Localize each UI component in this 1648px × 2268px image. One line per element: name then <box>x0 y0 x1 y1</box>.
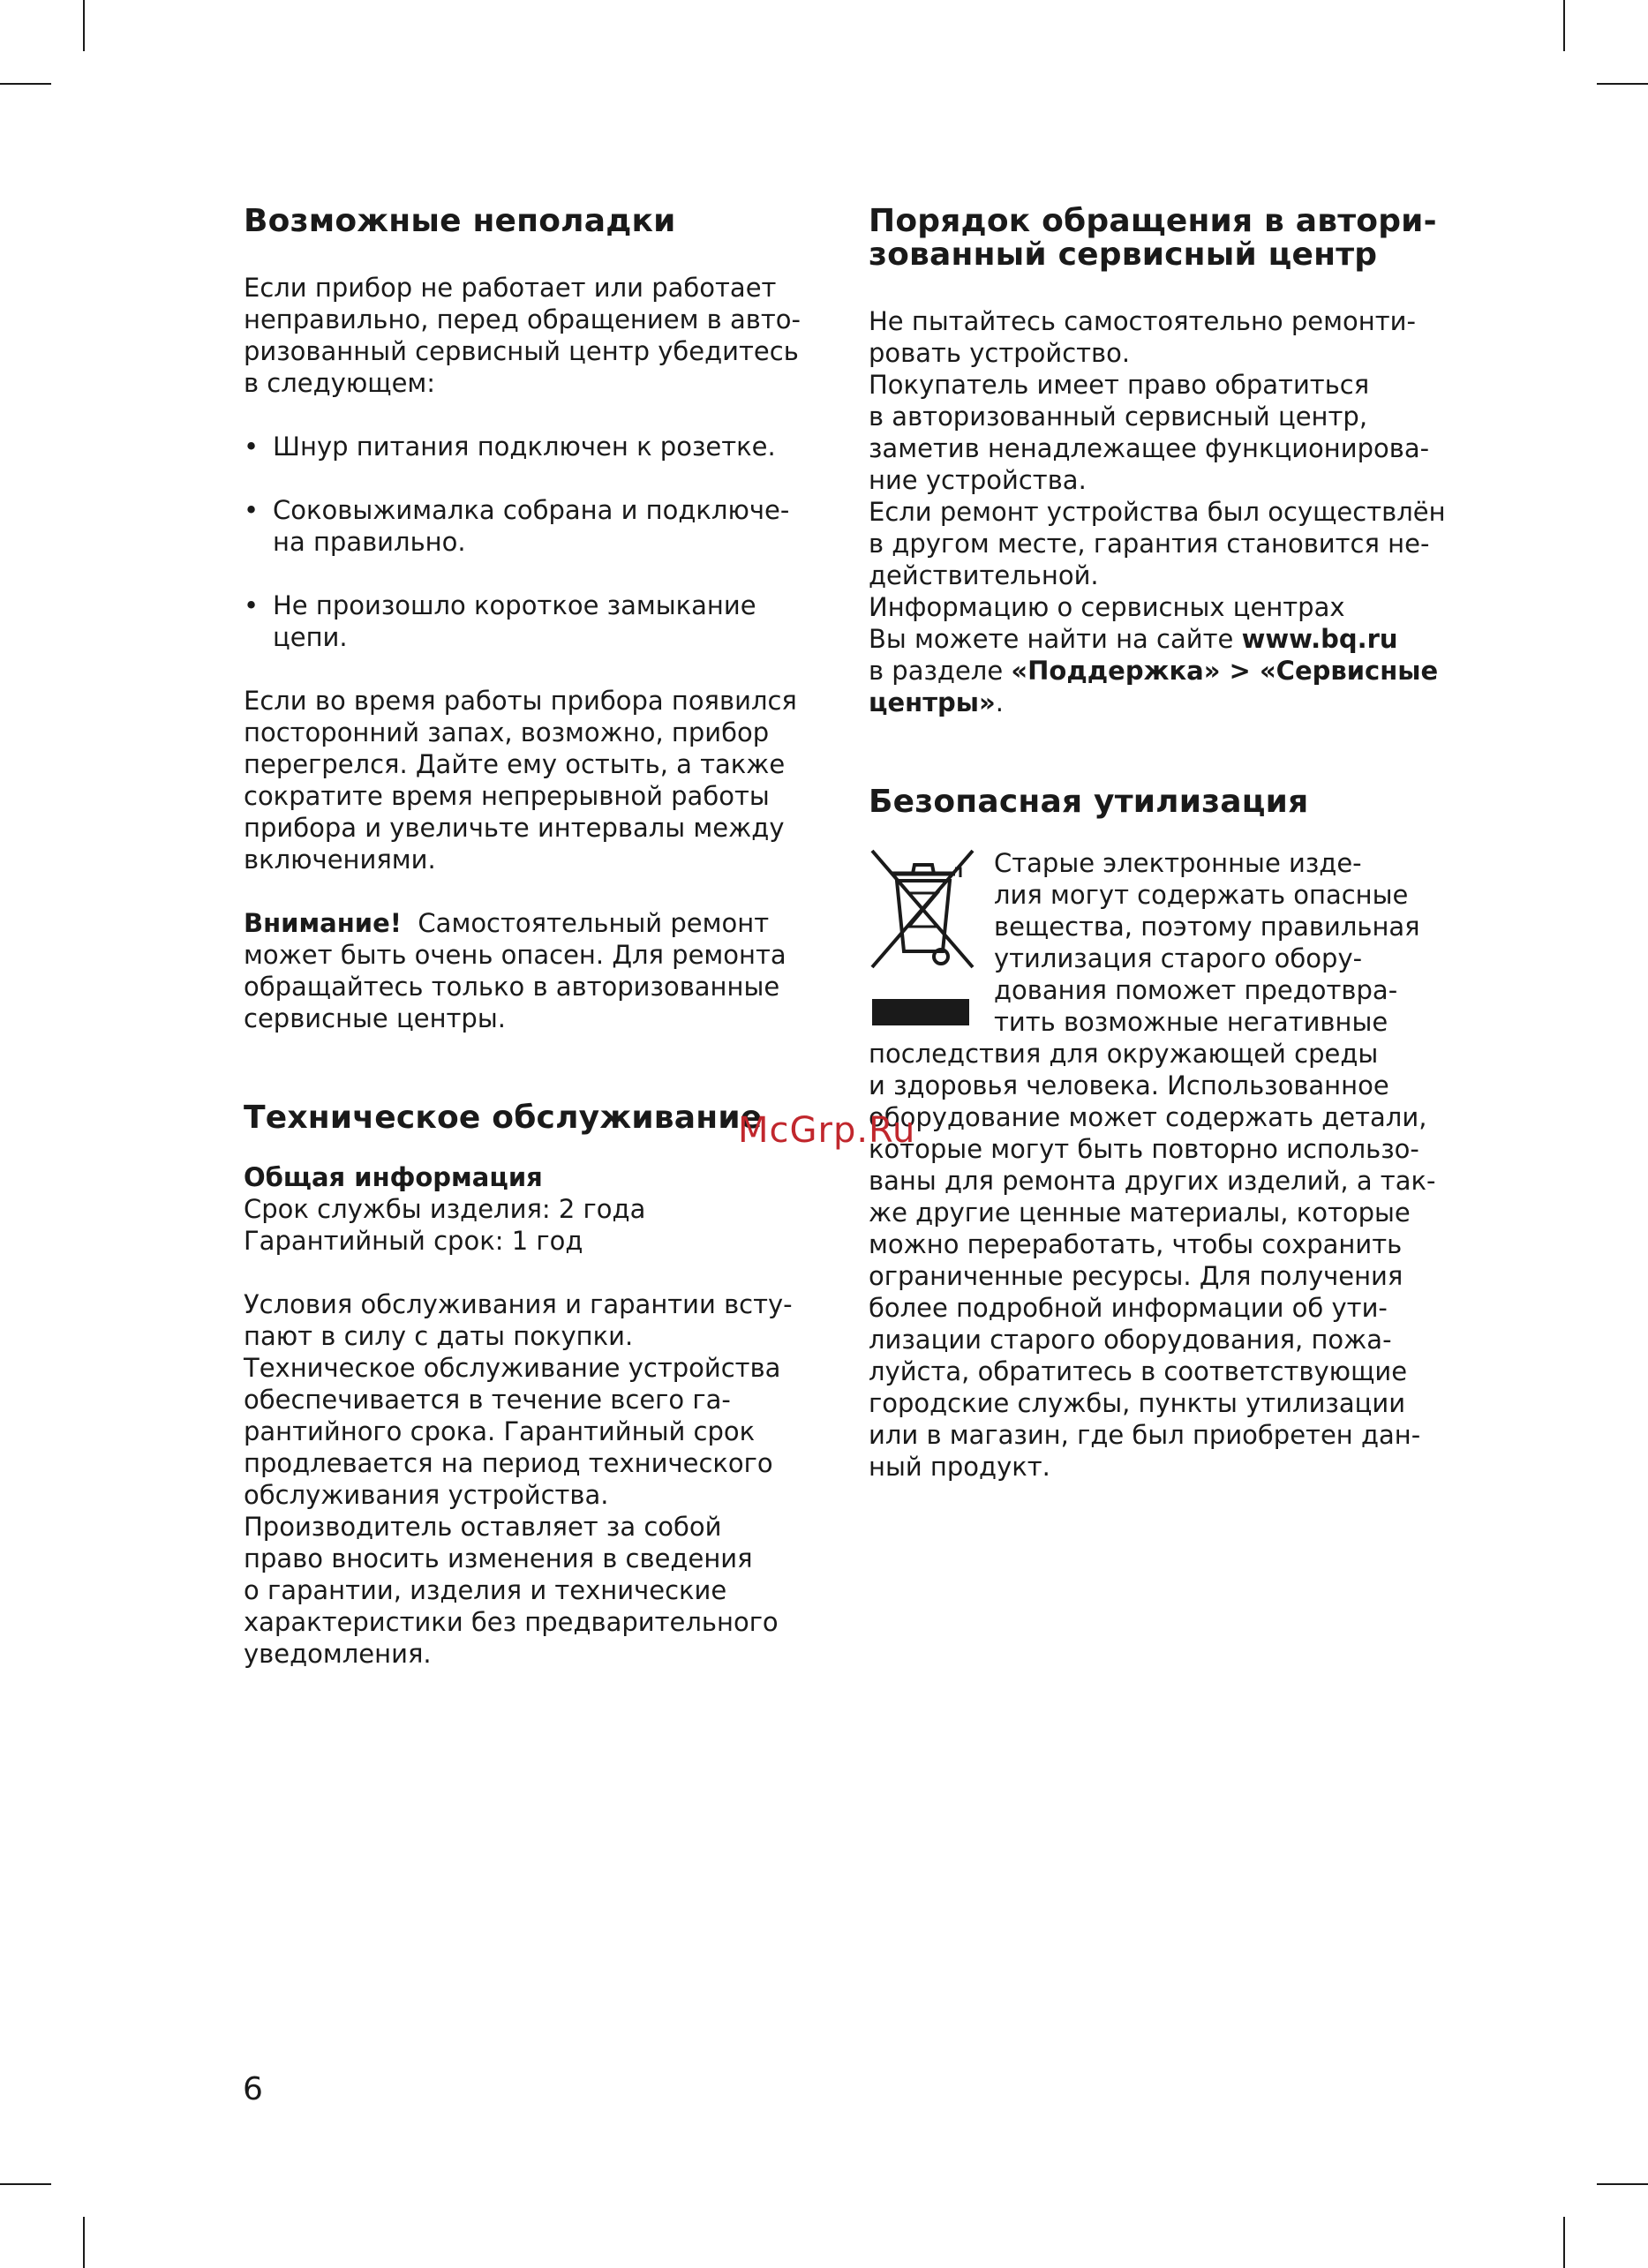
crop-mark <box>83 2217 85 2268</box>
crop-mark <box>1597 83 1648 85</box>
bullet-icon: • <box>244 590 260 620</box>
bullet-icon: • <box>244 432 260 462</box>
service-life: Срок службы изделия: 2 года <box>244 1194 646 1224</box>
crop-mark <box>1597 2183 1648 2185</box>
smell-paragraph: Если во время работы прибора появился посторонний запах, возможно, прибор перегрелся. Дайте ему остыть, а также сократите время непрерывной работы прибора и увеличьте интервалы между включениями. <box>244 686 797 875</box>
page-number: 6 <box>243 2071 263 2107</box>
service-paragraph: Не пытайтесь самостоятельно ремонти- ровать устройство. Покупатель имеет право обратиться в авторизованный сервисный центр, заметив ненадлежащее функционирова- ние устройства. Если ремонт устройства был осуществлён в другом месте, гарантия становится не- действительной. Информацию о сервисных центрах Вы можете найти на сайте www.bq.ru в разделе «Поддержка» > «Сервисные центры». <box>869 306 1446 717</box>
crop-mark <box>0 83 51 85</box>
warning-label: Внимание! <box>244 908 402 938</box>
watermark: McGrp.Ru <box>738 1110 916 1151</box>
list-item: • Шнур питания подключен к розетке. <box>244 432 776 462</box>
warranty-period: Гарантийный срок: 1 год <box>244 1226 583 1256</box>
disposal-heading: Безопасная утилизация <box>869 784 1309 820</box>
maintenance-heading: Техническое обслуживание <box>244 1100 763 1136</box>
website-link[interactable]: www.bq.ru <box>1241 624 1398 654</box>
disposal-paragraph: Старые электронные изде- лия могут содержать опасные вещества, поэтому правильная утилизация старого обору- дования поможет предотвра- тить возможные негативные последствия для окружающей среды и здоровья человека. Использованное оборудование может содержать детали, которые могут быть повторно использо- ваны для ремонта других изделий, а так- же другие ценные материалы, которые можно переработать, чтобы сохранить ограниченные ресурсы. Для получения более подробной информации об ути- лизации старого оборудования, пожа- луйста, обратитесь в соответствующие городские службы, пункты утилизации или в магазин, где был приобретен дан- ный продукт. <box>869 848 1436 1482</box>
crossed-out-wheelie-bin-icon <box>869 847 978 1031</box>
left-column <box>244 205 844 1670</box>
maintenance-info <box>244 1161 844 1257</box>
warranty-terms: Условия обслуживания и гарантии всту- пают в силу с даты покупки. Техническое обслуживание устройства обеспечивается в течение всего га- рантийного срока. Гарантийный срок продлевается на период технического обслуживания устройства. Производитель оставляет за собой право вносить изменения в сведения о гарантии, изделия и технические характеристики без предварительного уведомления. <box>244 1289 793 1669</box>
crop-mark <box>1563 0 1565 51</box>
crop-mark <box>0 2183 51 2185</box>
service-heading: Порядок обращения в автори- зованный сервисный центр <box>869 203 1437 273</box>
list-item: • Соковыжималка собрана и подключе- на правильно. <box>244 495 790 557</box>
troubles-checklist <box>244 431 844 653</box>
support-section-name: «Поддержка» > «Сервисные <box>1011 656 1439 686</box>
troubles-intro: Если прибор не работает или работает неправильно, перед обращением в авто- ризованный сервисный центр убедитесь в следующем: <box>244 273 801 398</box>
bullet-icon: • <box>244 495 260 525</box>
right-column <box>869 205 1469 1483</box>
maintenance-subtitle: Общая информация <box>244 1162 543 1192</box>
list-item: • Не произошло короткое замыкание цепи. <box>244 590 756 652</box>
troubles-heading: Возможные неполадки <box>244 203 676 239</box>
warning-paragraph: Внимание! Самостоятельный ремонт может быть очень опасен. Для ремонта обращайтесь только в авторизованные сервисные центры. <box>244 908 786 1033</box>
crop-mark <box>1563 2217 1565 2268</box>
crop-mark <box>83 0 85 51</box>
